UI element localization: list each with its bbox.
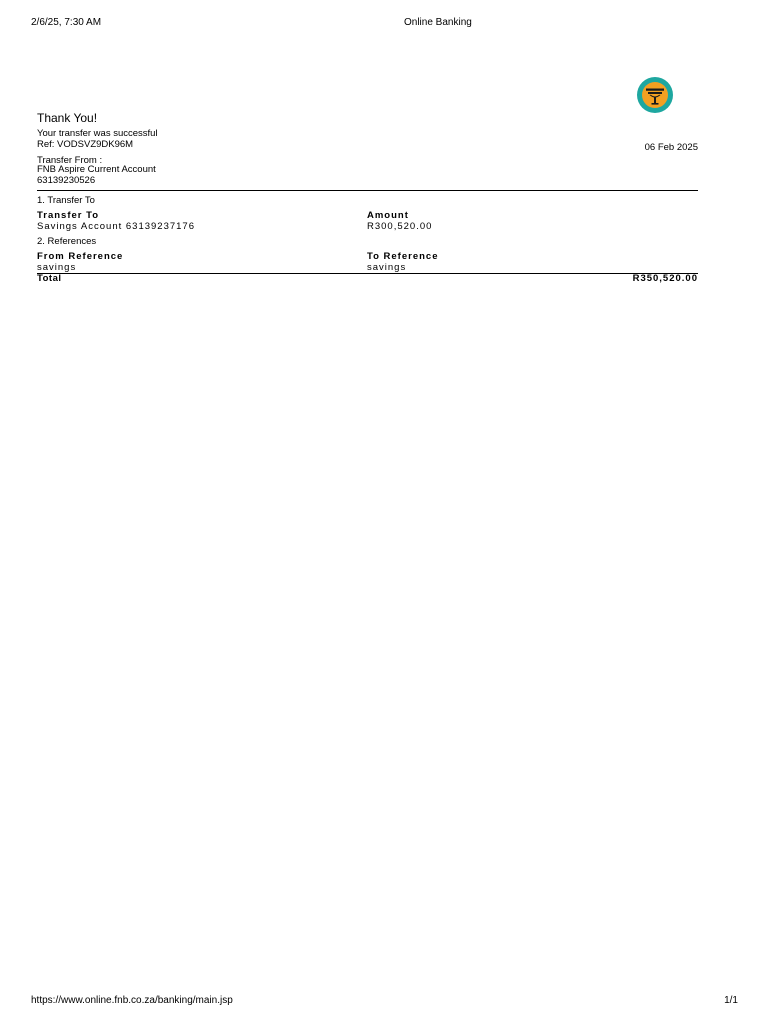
transfer-to-account: Savings Account 63139237176	[37, 221, 195, 232]
to-reference-header: To Reference	[367, 251, 439, 262]
print-datetime: 2/6/25, 7:30 AM	[31, 17, 102, 28]
transfer-date: 06 Feb 2025	[644, 142, 698, 153]
transfer-from-account-number: 63139230526	[37, 175, 96, 186]
from-reference-header: From Reference	[37, 251, 124, 262]
page-url-link[interactable]: https://www.online.fnb.co.za/banking/main.jsp	[31, 995, 233, 1006]
thank-you-heading: Thank You!	[37, 111, 98, 125]
amount-value: R300,520.00	[367, 221, 433, 232]
transfer-from-account-name: FNB Aspire Current Account	[37, 164, 156, 175]
divider	[37, 190, 698, 191]
transfer-to-header: Transfer To	[37, 210, 100, 221]
reference-number: Ref: VODSVZ9DK96M	[37, 139, 134, 150]
page-number: 1/1	[724, 995, 738, 1006]
total-value: R350,520.00	[632, 273, 698, 284]
total-label: Total	[37, 273, 62, 284]
success-message: Your transfer was successful	[37, 128, 158, 139]
print-title: Online Banking	[404, 17, 472, 28]
total-divider	[37, 273, 698, 274]
to-reference-value: savings	[367, 262, 407, 273]
amount-header: Amount	[367, 210, 409, 221]
transfer-from-label: Transfer From :	[37, 155, 103, 166]
section-title-references: 2. References	[37, 236, 97, 247]
fnb-tree-logo-icon	[637, 77, 673, 113]
from-reference-value: savings	[37, 262, 77, 273]
section-title-transfer-to: 1. Transfer To	[37, 195, 95, 206]
